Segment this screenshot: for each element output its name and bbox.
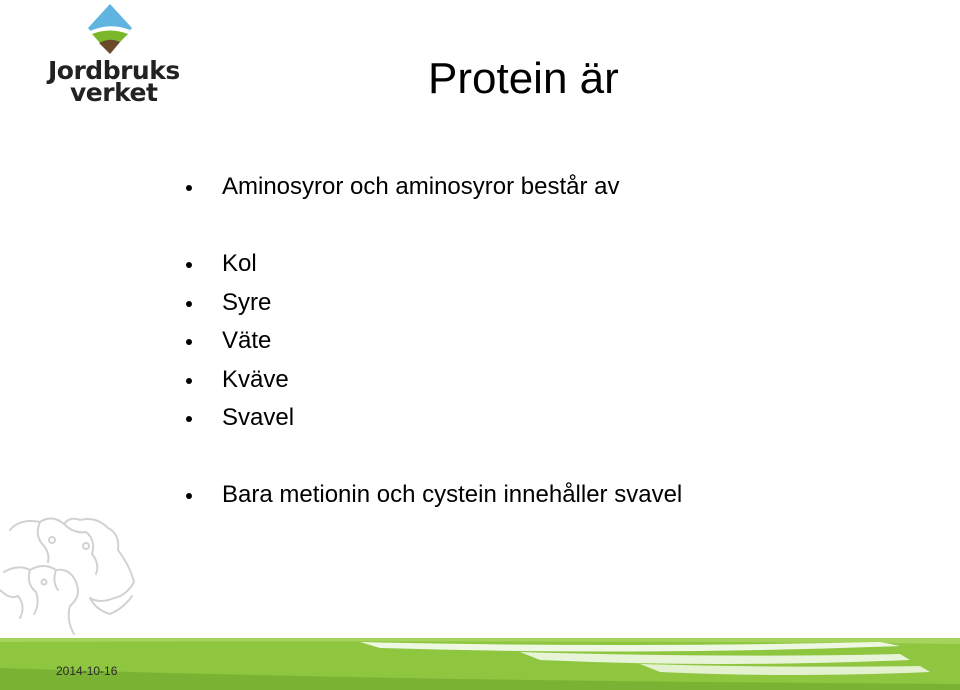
footer-banner [0,638,960,690]
bullet-item: Väte [186,322,682,361]
jordbruksverket-logo [48,4,180,107]
logo-text-line2: verket [70,78,158,107]
bullet-item: Kol [186,245,682,284]
bullet-item: Kväve [186,361,682,400]
logo-text-line1: Jordbruks [48,56,180,85]
bullet-item: Svavel [186,399,682,438]
bullet-item: Syre [186,284,682,323]
slide-title: Protein är [428,54,619,103]
diamond-landscape-icon [86,4,134,56]
footer-date: 2014-10-16 [56,664,118,678]
bullet-list [186,168,682,515]
bullet-item: Bara metionin och cystein innehåller svavel [186,476,682,515]
farm-animals-sketch-icon [0,510,150,640]
bullet-item: Aminosyror och aminosyror består av [186,168,682,207]
